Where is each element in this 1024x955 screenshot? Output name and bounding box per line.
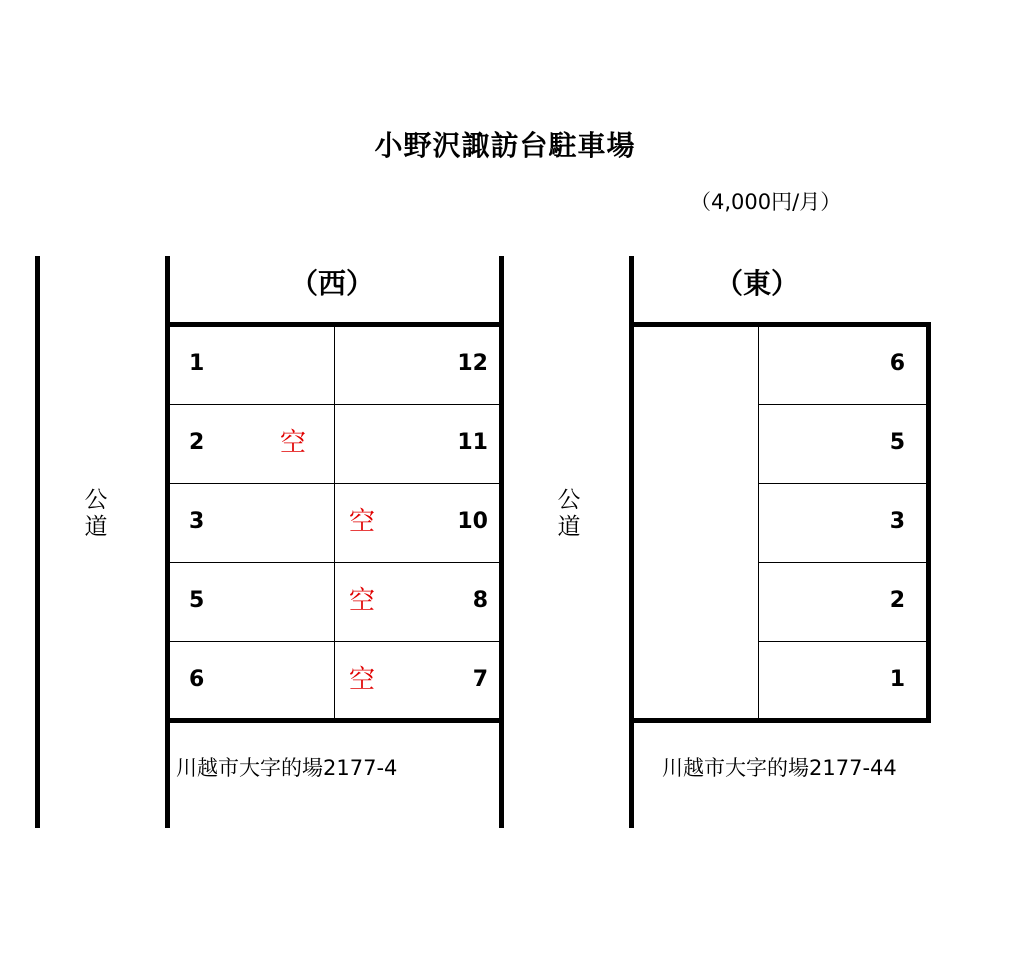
west-address: 川越市大字的場2177-4: [176, 756, 398, 780]
east-row-divider: [759, 562, 926, 563]
vacant-mark: 空: [349, 586, 376, 616]
vacant-mark: 空: [280, 428, 307, 458]
east-row-divider: [759, 641, 926, 642]
road-label-char: 公: [84, 487, 108, 513]
west-lot-left-border: [165, 256, 170, 828]
parking-space-number: 5: [189, 588, 205, 613]
parking-space-number: 12: [457, 351, 488, 376]
east-address: 川越市大字的場2177-44: [662, 756, 897, 780]
parking-space-number: 8: [472, 588, 488, 613]
east-lot-top-border: [629, 322, 931, 327]
parking-space-number: 1: [889, 667, 905, 692]
east-lot-bottom-border: [629, 718, 931, 723]
parking-space-number: 10: [457, 509, 488, 534]
vacant-mark: 空: [349, 507, 376, 537]
page-title: 小野沢諏訪台駐車場: [374, 129, 636, 162]
road-label-char: 道: [557, 514, 581, 540]
west-row-divider: [170, 562, 499, 563]
parking-space-number: 6: [189, 667, 205, 692]
west-row-divider: [170, 404, 499, 405]
parking-space-number: 3: [189, 509, 205, 534]
parking-space-number: 6: [889, 351, 905, 376]
road-label-west: [81, 487, 111, 541]
east-lot-right-border: [926, 322, 931, 723]
east-row-divider: [759, 483, 926, 484]
parking-space-number: 3: [889, 509, 905, 534]
parking-space-number: 2: [889, 588, 905, 613]
parking-space-number: 7: [472, 667, 488, 692]
east-row-divider: [759, 404, 926, 405]
road-label-char: 道: [84, 514, 108, 540]
road-label-char: 公: [557, 487, 581, 513]
parking-space-number: 2: [189, 430, 205, 455]
west-lot-right-border: [499, 256, 504, 828]
east-lot-left-border: [629, 256, 634, 828]
monthly-price: （4,000円/月）: [690, 190, 842, 214]
east-lot-aisle-divider: [758, 327, 759, 718]
road-label-middle: [554, 487, 584, 541]
west-row-divider: [170, 641, 499, 642]
vacant-mark: 空: [349, 665, 376, 695]
east-label: （東）: [715, 267, 800, 300]
road-line-west: [35, 256, 40, 828]
parking-space-number: 11: [457, 430, 488, 455]
west-label: （西）: [290, 267, 375, 300]
west-lot-center-divider: [334, 327, 335, 718]
west-lot-bottom-border: [165, 718, 504, 723]
parking-space-number: 5: [889, 430, 905, 455]
parking-space-number: 1: [189, 351, 205, 376]
west-row-divider: [170, 483, 499, 484]
